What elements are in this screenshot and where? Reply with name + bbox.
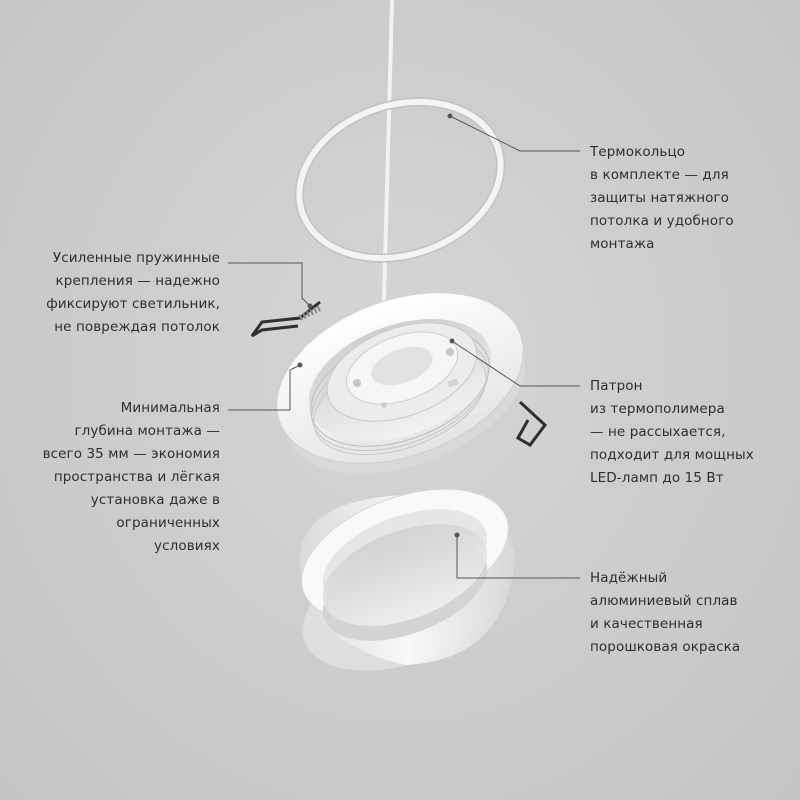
callout-springs — [46, 247, 220, 339]
callout-depth-line: ограниченных — [116, 515, 220, 531]
leader-springs — [228, 263, 310, 306]
callout-alloy-line: и качественная — [590, 616, 703, 632]
callout-thermo-ring — [590, 141, 734, 256]
callout-depth-line: установка даже в — [90, 492, 220, 508]
callout-socket-line: подходит для мощных — [590, 447, 754, 463]
callout-springs-line: крепления — надежно — [55, 273, 220, 289]
callout-alloy-line: алюминиевый сплав — [590, 593, 738, 609]
thermo-ring — [279, 77, 521, 283]
callout-depth-line: Минимальная — [120, 400, 220, 416]
decorative-ring — [284, 464, 527, 697]
callout-depth-line: пространства и лёгкая — [53, 469, 220, 485]
callout-socket — [590, 375, 754, 490]
callout-alloy-line: Надёжный — [590, 570, 668, 586]
callout-thermo-line: монтажа — [590, 236, 655, 252]
callout-depth-line: всего 35 мм — экономия — [42, 446, 220, 462]
callout-thermo-line: Термокольцо — [590, 144, 686, 160]
callout-socket-line: LED-ламп до 15 Вт — [590, 470, 724, 486]
callout-socket-line: — не рассыхается, — [590, 424, 726, 440]
spring-clip-right — [518, 402, 545, 445]
callout-socket-line: Патрон — [590, 378, 643, 394]
callout-springs-line: Усиленные пружинные — [52, 250, 220, 266]
callout-thermo-line: защиты натяжного — [590, 190, 730, 206]
callout-alloy-line: порошковая окраска — [590, 639, 741, 655]
callout-springs-line: фиксируют светильник, — [46, 296, 220, 312]
callout-springs-line: не повреждая потолок — [54, 319, 220, 335]
callout-alloy — [590, 567, 740, 659]
callout-thermo-line: потолка и удобного — [590, 213, 734, 229]
callout-mounting-depth — [43, 397, 220, 558]
callout-depth-line: глубина монтажа — — [74, 423, 220, 439]
callout-depth-line: условиях — [154, 538, 220, 554]
callout-thermo-line: в комплекте — для — [590, 167, 729, 183]
callout-socket-line: из термополимера — [590, 401, 725, 417]
leader-thermo — [450, 116, 580, 151]
